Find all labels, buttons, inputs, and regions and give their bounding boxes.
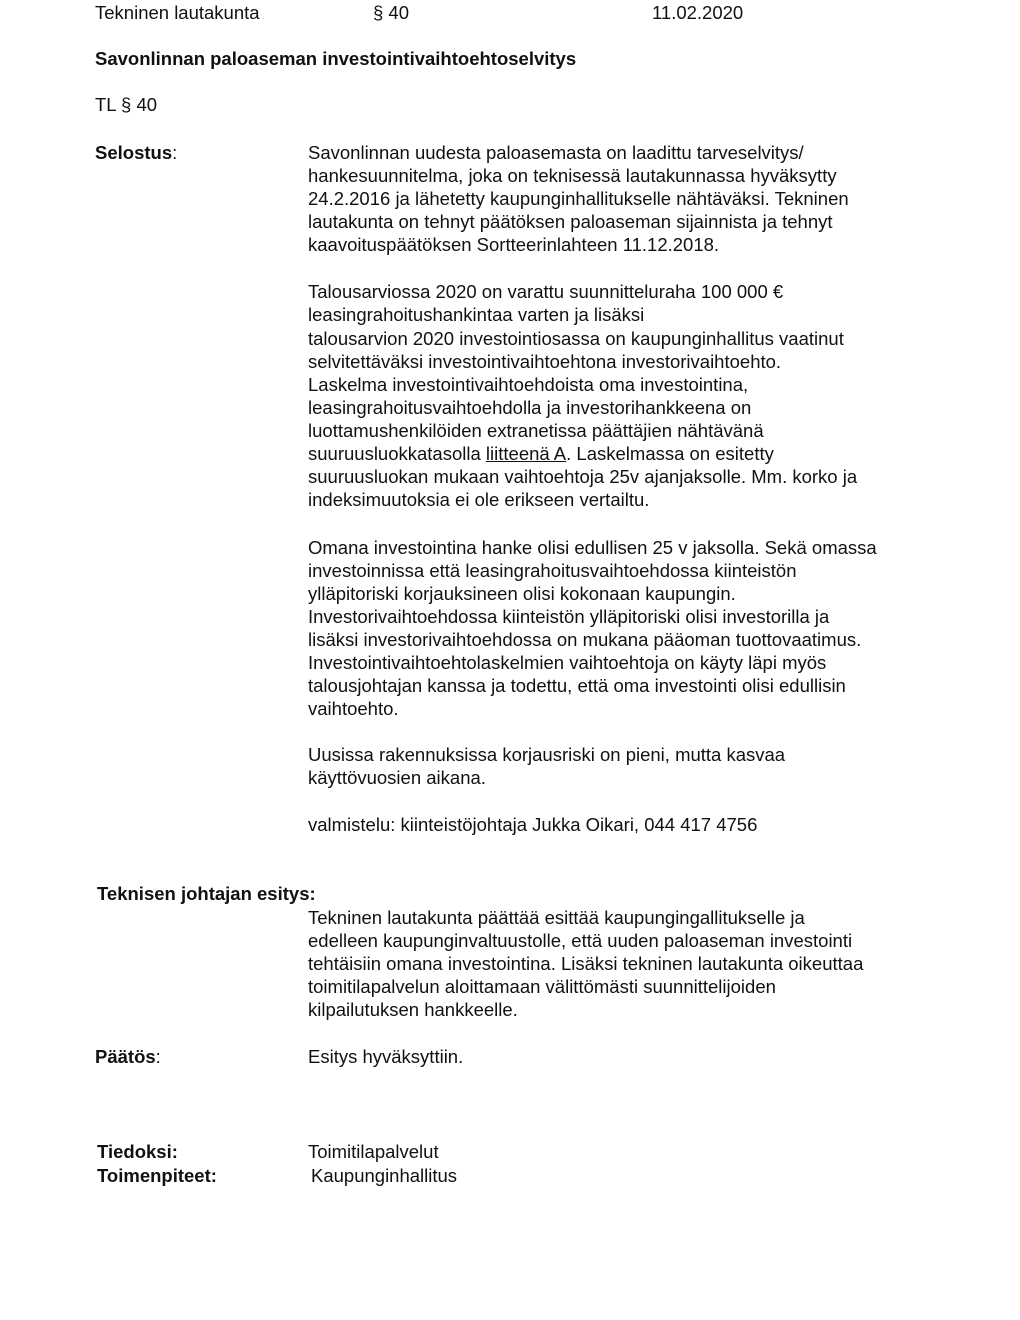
p2-line: leasingrahoitushankintaa varten ja lisäksi: [308, 304, 645, 325]
info-value: Toimitilapalvelut: [308, 1141, 439, 1162]
proposal-line: tehtäisiin omana investointina. Lisäksi tekninen lautakunta oikeuttaa: [308, 953, 864, 974]
p2-line: suuruusluokan mukaan vaihtoehtoja 25v ajanjaksolle. Mm. korko ja: [308, 466, 858, 487]
proposal-line: kilpailutuksen hankkeelle.: [308, 999, 518, 1020]
p3-line: Investorivaihtoehdossa kiinteistön ylläpitoriski olisi investorilla ja: [308, 606, 830, 627]
proposal-line: Tekninen lautakunta päättää esittää kaupungingallitukselle ja: [308, 907, 805, 928]
p3-line: investoinnissa että leasingrahoitusvaihtoehdossa kiinteistön: [308, 560, 797, 581]
p2-link-suffix: . Laskelmassa on esitetty: [566, 443, 774, 464]
document-title: Savonlinnan paloaseman investointivaihtoehtoselvitys: [95, 48, 577, 69]
p1-line: hankesuunnitelma, joka on teknisessä lautakunnassa hyväksytty: [308, 165, 837, 186]
decision-label: Päätös: [95, 1046, 156, 1067]
p1-line: lautakunta on tehnyt päätöksen paloaseman sijainnista ja tehnyt: [308, 211, 833, 232]
proposal-label: Teknisen johtajan esitys:: [97, 883, 316, 904]
selostus-colon: :: [172, 142, 178, 163]
p2-line: Talousarviossa 2020 on varattu suunnitteluraha 100 000 €: [308, 281, 784, 302]
p1-line: Savonlinnan uudesta paloasemasta on laadittu tarveselvitys/: [308, 142, 804, 163]
proposal-line: edelleen kaupunginvaltuustolle, että uuden paloaseman investointi: [308, 930, 853, 951]
preparer-line: valmistelu: kiinteistöjohtaja Jukka Oikari, 044 417 4756: [308, 814, 758, 835]
section-reference: TL § 40: [95, 94, 158, 115]
proposal-line: toimitilapalvelun aloittamaan välittömästi suunnittelijoiden: [308, 976, 776, 997]
decision-label-group: [95, 1046, 161, 1068]
selostus-label: Selostus: [95, 142, 173, 163]
header-section: § 40: [373, 2, 410, 23]
actions-label: Toimenpiteet:: [97, 1165, 217, 1186]
p3-line: lisäksi investorivaihtoehdossa on mukana pääoman tuottovaatimus.: [308, 629, 862, 650]
p2-line: leasingrahoitusvaihtoehdolla ja investorihankkeena on: [308, 397, 752, 418]
p2-line: indeksimuutoksia ei ole erikseen vertailtu.: [308, 489, 650, 510]
p2-link-prefix: suuruusluokkatasolla: [308, 443, 486, 464]
p1-line: kaavoituspäätöksen Sortteerinlahteen 11.12.2018.: [308, 234, 720, 255]
decision-colon: :: [155, 1046, 161, 1067]
actions-value: Kaupunginhallitus: [311, 1165, 458, 1186]
p2-line: luottamushenkilöiden extranetissa päättäjien nähtävänä: [308, 420, 764, 441]
p2-line: talousarvion 2020 investointiosassa on kaupunginhallitus vaatinut: [308, 328, 844, 349]
decision-text: Esitys hyväksyttiin.: [308, 1046, 464, 1067]
header-board: Tekninen lautakunta: [95, 2, 260, 23]
header-date: 11.02.2020: [652, 2, 744, 23]
p3-line: Investointivaihtoehtolaskelmien vaihtoehtoja on käyty läpi myös: [308, 652, 827, 673]
selostus-label-group: [95, 142, 177, 164]
p3-line: vaihtoehto.: [308, 698, 399, 719]
p3-line: Omana investointina hanke olisi edullisen 25 v jaksolla. Sekä omassa: [308, 537, 877, 558]
p2-line-with-link: [308, 442, 774, 465]
p2-line: selvitettäväksi investointivaihtoehtona investorivaihtoehto.: [308, 351, 782, 372]
p3-line: talousjohtajan kanssa ja todettu, että oma investointi olisi edullisin: [308, 675, 846, 696]
p1-line: 24.2.2016 ja lähetetty kaupunginhallitukselle nähtäväksi. Tekninen: [308, 188, 849, 209]
p4-line: Uusissa rakennuksissa korjausriski on pieni, mutta kasvaa: [308, 744, 786, 765]
p3-line: ylläpitoriski korjauksineen olisi kokonaan kaupungin.: [308, 583, 736, 604]
p2-line: Laskelma investointivaihtoehdoista oma investointina,: [308, 374, 749, 395]
info-label: Tiedoksi:: [97, 1141, 178, 1162]
attachment-a-link[interactable]: liitteenä A: [485, 443, 567, 464]
p4-line: käyttövuosien aikana.: [308, 767, 486, 788]
